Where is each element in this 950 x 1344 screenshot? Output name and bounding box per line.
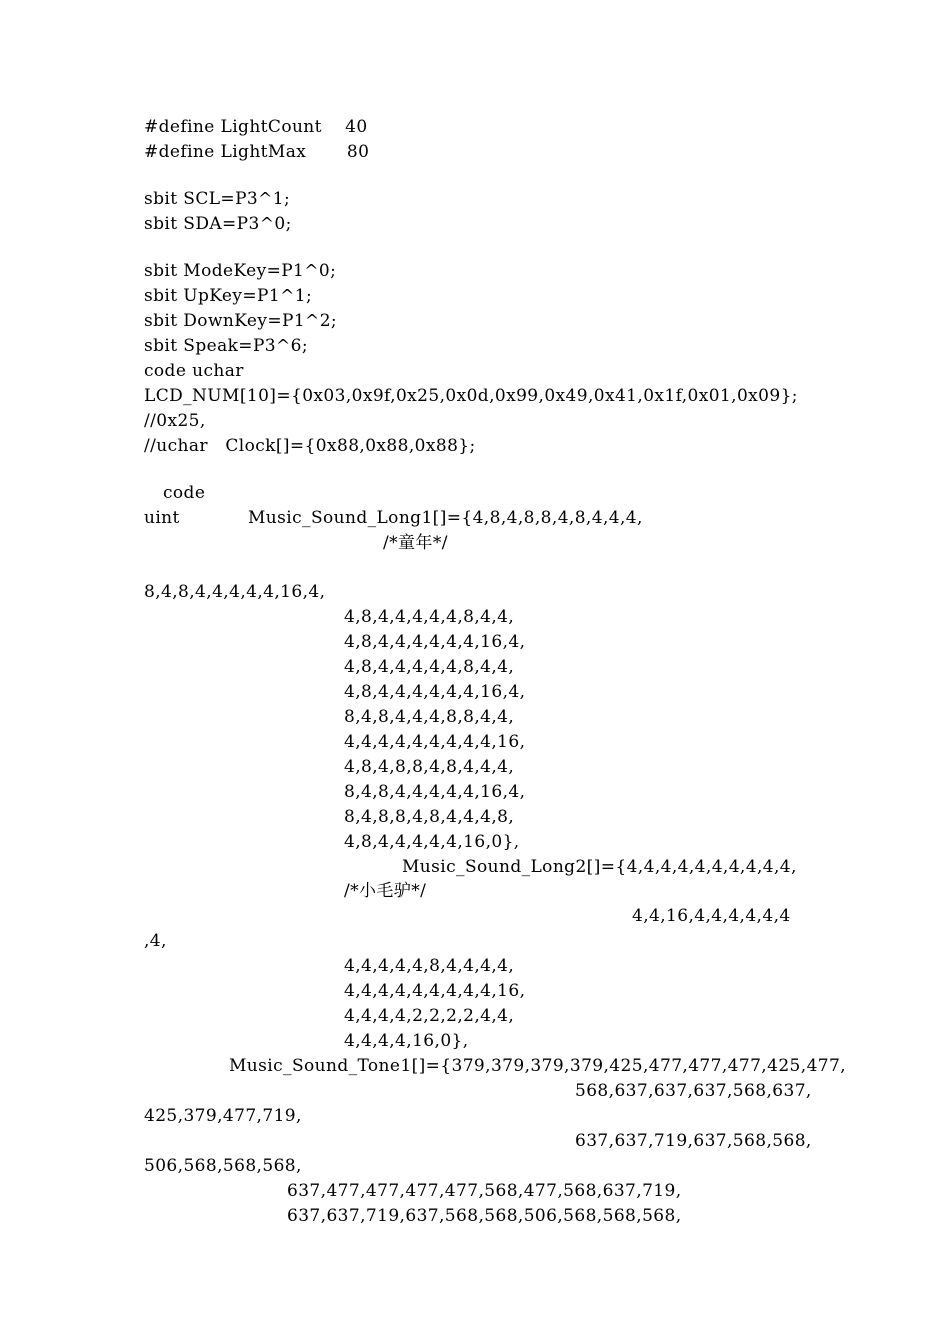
code-line: 8,4,8,8,4,8,4,4,4,8, (344, 807, 515, 827)
code-line: Music_Sound_Long2[]={4,4,4,4,4,4,4,4,4,4, (402, 857, 797, 877)
code-line: 4,8,4,4,4,4,4,4,16,4, (344, 682, 526, 702)
code-line: 4,4,4,4,4,4,4,4,4,16, (344, 981, 526, 1001)
code-line: #define LightCount 40 (144, 117, 368, 137)
code-line: 4,4,4,4,2,2,2,2,4,4, (344, 1006, 515, 1026)
comment-line: //uchar Clock[]={0x88,0x88,0x88}; (144, 436, 476, 456)
code-line: sbit ModeKey=P1^0; (144, 261, 337, 281)
code-line: LCD_NUM[10]={0x03,0x9f,0x25,0x0d,0x99,0x49,0x41,0x1f,0x01,0x09}; (144, 386, 798, 406)
code-line: 8,4,8,4,4,4,8,8,4,4, (344, 707, 515, 727)
code-line: 8,4,8,4,4,4,4,4,16,4, (344, 782, 526, 802)
code-line: 568,637,637,637,568,637, (575, 1081, 812, 1101)
code-line: 637,477,477,477,477,568,477,568,637,719, (287, 1181, 682, 1201)
code-line: sbit UpKey=P1^1; (144, 286, 313, 306)
code-line: code (163, 483, 206, 503)
code-line: sbit SCL=P3^1; (144, 189, 291, 209)
code-line: 4,4,16,4,4,4,4,4,4 (632, 906, 791, 926)
code-line: 4,4,4,4,4,8,4,4,4,4, (344, 956, 515, 976)
code-line: 637,637,719,637,568,568,506,568,568,568, (287, 1206, 682, 1226)
code-line: 506,568,568,568, (144, 1156, 302, 1176)
code-line: 4,8,4,4,4,4,4,16,0}, (344, 832, 520, 852)
comment-line: //0x25, (144, 411, 206, 431)
code-line: code uchar (144, 361, 244, 381)
code-line: Music_Sound_Tone1[]={379,379,379,379,425,477,477,477,425,477, (229, 1056, 847, 1076)
code-line: sbit SDA=P3^0; (144, 214, 292, 234)
code-line: 4,8,4,4,4,4,4,8,4,4, (344, 607, 515, 627)
comment-line: /*小毛驴*/ (344, 881, 427, 901)
code-line: 4,8,4,4,4,4,4,4,16,4, (344, 632, 526, 652)
code-line: sbit DownKey=P1^2; (144, 311, 338, 331)
code-line: ,4, (144, 931, 167, 951)
code-line: 4,8,4,8,8,4,8,4,4,4, (344, 757, 515, 777)
code-line: Music_Sound_Long1[]={4,8,4,8,8,4,8,4,4,4, (248, 508, 643, 528)
code-line: 4,4,4,4,16,0}, (344, 1031, 469, 1051)
code-line: 4,8,4,4,4,4,4,8,4,4, (344, 657, 515, 677)
code-line: 425,379,477,719, (144, 1106, 302, 1126)
code-line: 8,4,8,4,4,4,4,4,16,4, (144, 582, 326, 602)
code-line: 637,637,719,637,568,568, (575, 1131, 812, 1151)
code-line: #define LightMax 80 (144, 142, 370, 162)
comment-line: /*童年*/ (383, 533, 448, 553)
code-line: 4,4,4,4,4,4,4,4,4,16, (344, 732, 526, 752)
code-line: uint (144, 508, 180, 528)
code-line: sbit Speak=P3^6; (144, 336, 308, 356)
